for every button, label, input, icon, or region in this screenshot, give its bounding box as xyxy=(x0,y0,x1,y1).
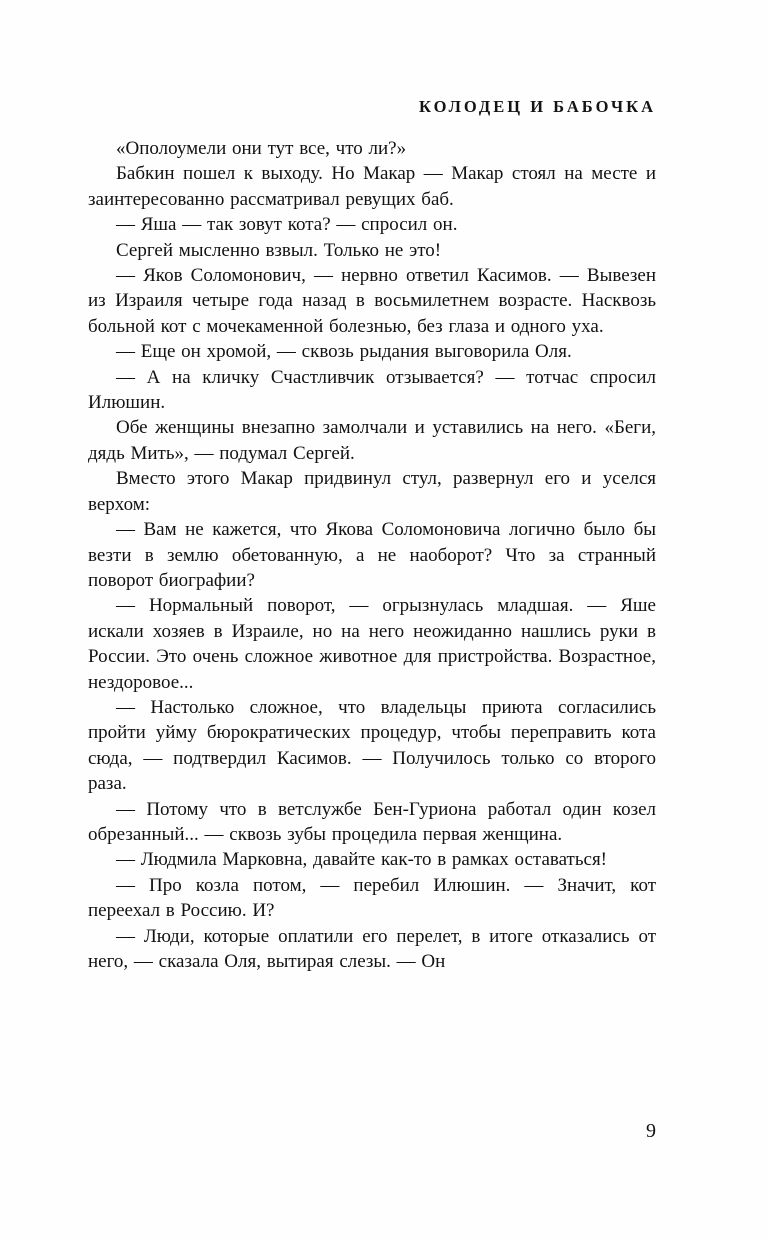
paragraph: — Люди, которые оплатили его перелет, в итоге отказались от него, — сказала Оля, вытирая слезы. — Он xyxy=(88,925,656,972)
paragraph: Обе женщины внезапно замолчали и уставились на него. «Беги, дядь Мить», — подумал Сергей. xyxy=(88,417,656,464)
paragraph: «Ополоумели они тут все, что ли?» xyxy=(116,138,407,159)
page-number: 9 xyxy=(646,1120,656,1142)
paragraph: — Яков Соломонович, — нервно ответил Касимов. — Вывезен из Израиля четыре года назад в восьмилетнем возрасте. Насквозь больной кот с мочекаменной болезнью, без глаза и одного уха. xyxy=(88,265,656,337)
paragraph: — Вам не кажется, что Якова Соломоновича логично было бы везти в землю обетованную, а не наоборот? Что за странный поворот биографии? xyxy=(88,519,656,591)
paragraph: — Нормальный поворот, — огрызнулась младшая. — Яше искали хозяев в Израиле, но на него неожиданно нашлись руки в России. Это очень сложное животное для пристройства. Возрастное, нездоровое... xyxy=(88,595,656,693)
paragraph: Вместо этого Макар придвинул стул, развернул его и уселся верхом: xyxy=(88,468,656,515)
paragraph: Сергей мысленно взвыл. Только не это! xyxy=(116,239,442,261)
paragraph: — Про козла потом, — перебил Илюшин. — Значит, кот переехал в Россию. И? xyxy=(88,874,656,922)
paragraph: — А на кличку Счастливчик отзывается? — тотчас спросил Илюшин. xyxy=(88,366,656,414)
paragraph: Бабкин пошел к выходу. Но Макар — Макар стоял на месте и заинтересованно рассматривал ревущих баб. xyxy=(88,163,656,210)
paragraph: — Еще он хромой, — сквозь рыдания выговорила Оля. xyxy=(116,341,572,363)
paragraph: — Настолько сложное, что владельцы приюта согласились пройти уйму бюрократических процедур, чтобы переправить кота сюда, — подтвердил Касимов. — Получилось только со второго раза. xyxy=(88,696,656,795)
running-header: КОЛОДЕЦ И БАБОЧКА xyxy=(419,97,656,116)
paragraph: — Яша — так зовут кота? — спросил он. xyxy=(116,214,458,236)
paragraph: — Потому что в ветслужбе Бен-Гуриона работал один козел обрезанный... — сквозь зубы процедила первая женщина. xyxy=(88,798,656,845)
text-block xyxy=(88,136,656,974)
paragraph: — Людмила Марковна, давайте как-то в рамках оставаться! xyxy=(116,849,608,871)
